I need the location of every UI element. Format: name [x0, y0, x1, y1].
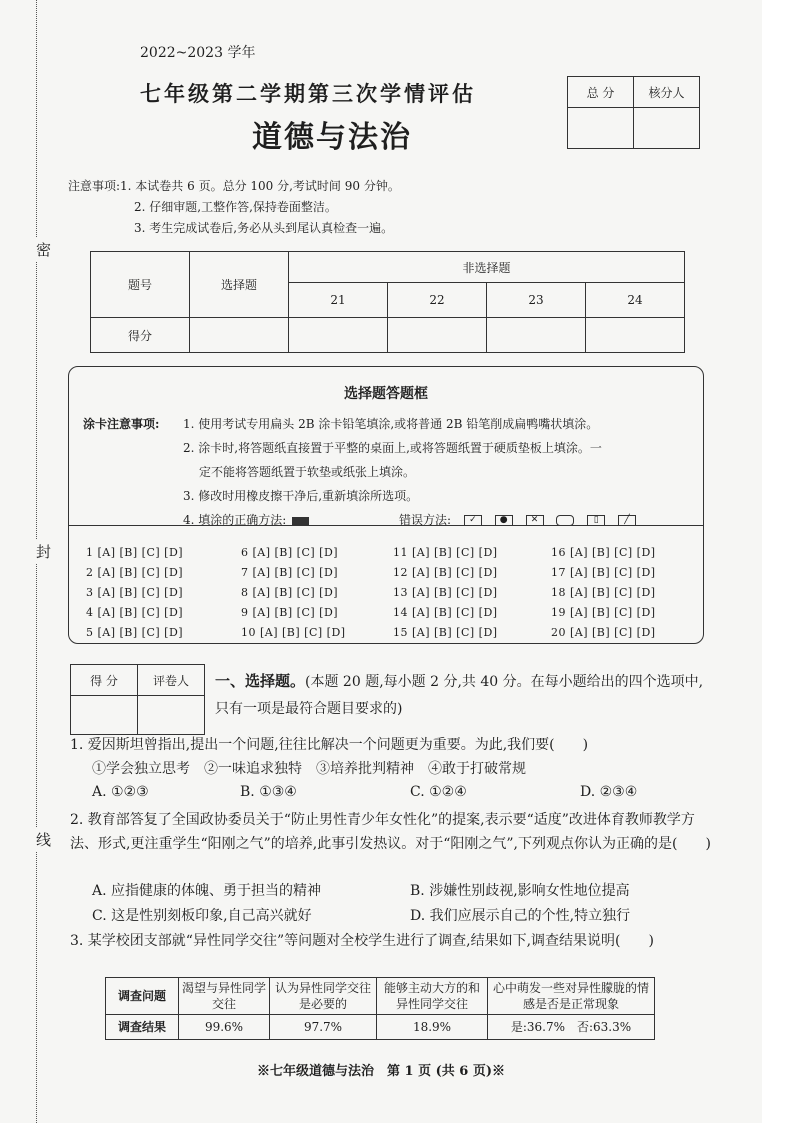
checker-cell[interactable] [634, 108, 700, 149]
card-note-2b: 定不能将答题纸置于软垫或纸张上填涂。 [199, 465, 416, 479]
page-footer: ※七年级道德与法治 第 1 页 (共 6 页)※ [256, 1064, 506, 1079]
score-cell-choice[interactable] [190, 318, 289, 353]
question-3-stem: 3. 某学校团支部就“异性同学交往”等问题对全校学生进行了调查,结果如下,调查结果说明( ) [70, 933, 654, 949]
answer-row[interactable]: 1 [A] [B] [C] [D] [86, 546, 184, 559]
section-title: 一、选择题。 [215, 672, 306, 690]
binding-char-xian: 线 [36, 828, 51, 851]
answer-row[interactable]: 10 [A] [B] [C] [D] [241, 626, 346, 639]
wrong-method-label: 错误方法: [399, 513, 452, 527]
score-table [90, 251, 685, 353]
score-table-q24: 24 [586, 283, 685, 318]
grader-score-cell[interactable] [71, 696, 138, 735]
subject-title: 道德与法治 [252, 120, 412, 155]
survey-result-3: 18.9% [377, 1015, 488, 1040]
score-table-score-label: 得分 [91, 318, 190, 353]
answer-box-divider [69, 525, 703, 526]
total-score-label: 总 分 [568, 77, 634, 108]
score-table-choice: 选择题 [190, 252, 289, 318]
q2-option-b[interactable]: B. 涉嫌性别歧视,影响女性地位提高 [410, 883, 630, 899]
answer-row[interactable]: 18 [A] [B] [C] [D] [551, 586, 656, 599]
notice-lead: 注意事项: [68, 179, 121, 193]
survey-header-1: 渴望与异性同学交往 [179, 978, 270, 1015]
survey-header-3: 能够主动大方的和异性同学交往 [377, 978, 488, 1015]
survey-result-1: 99.6% [179, 1015, 270, 1040]
cross-mark-icon: ✕ [526, 515, 544, 526]
answer-row[interactable]: 16 [A] [B] [C] [D] [551, 546, 656, 559]
grader-score-label: 得 分 [71, 665, 138, 696]
answer-row[interactable]: 20 [A] [B] [C] [D] [551, 626, 656, 639]
answer-row[interactable]: 5 [A] [B] [C] [D] [86, 626, 184, 639]
section-desc: (本题 20 题,每小题 2 分,共 40 分。在每小题给出的四个选项中,只有一项是最符合题目要求的) [215, 674, 704, 717]
q2-option-c[interactable]: C. 这是性别刻板印象,自己高兴就好 [92, 908, 312, 924]
score-cell-22[interactable] [388, 318, 487, 353]
score-table-qno: 题号 [91, 252, 190, 318]
score-cell-23[interactable] [487, 318, 586, 353]
survey-header-4: 心中萌发一些对异性朦胧的情感是否是正常现象 [488, 978, 655, 1015]
check-mark-icon: ✓ [464, 515, 482, 526]
partial-mark-icon: ▯ [587, 515, 605, 526]
answer-row[interactable]: 7 [A] [B] [C] [D] [241, 566, 339, 579]
score-cell-21[interactable] [289, 318, 388, 353]
answer-row[interactable]: 3 [A] [B] [C] [D] [86, 586, 184, 599]
question-2-stem: 2. 教育部答复了全国政协委员关于“防止男性青少年女性化”的提案,表示要“适度”改进体育教师教学方法、形式,更注重学生“阳刚之气”的培养,此事引发热议。对于“阳刚之气”,下列观点你认为正确的是( ) [70, 812, 711, 852]
survey-header-2: 认为异性同学交往是必要的 [270, 978, 377, 1015]
question-1-stem: 1. 爱因斯坦曾指出,提出一个问题,往往比解决一个问题更为重要。为此,我们要( ) [70, 737, 589, 753]
card-note-1: 1. 使用考试专用扁头 2B 涂卡铅笔填涂,或将普通 2B 铅笔削成扁鸭嘴状填涂。 [183, 417, 599, 431]
answer-row[interactable]: 19 [A] [B] [C] [D] [551, 606, 656, 619]
answer-row[interactable]: 12 [A] [B] [C] [D] [393, 566, 498, 579]
answer-row[interactable]: 15 [A] [B] [C] [D] [393, 626, 498, 639]
dot-mark-icon: ● [495, 515, 513, 526]
q2-option-a[interactable]: A. 应指健康的体魄、勇于担当的精神 [92, 883, 322, 899]
grader-name-cell[interactable] [138, 696, 205, 735]
card-notes-label: 涂卡注意事项: [83, 417, 160, 431]
school-year: 2022~2023 学年 [140, 45, 256, 61]
section-heading [215, 668, 710, 723]
answer-row[interactable]: 6 [A] [B] [C] [D] [241, 546, 339, 559]
notice-line-3: 3. 考生完成试卷后,务必从头到尾认真检查一遍。 [134, 221, 394, 235]
card-note-3: 3. 修改时用橡皮擦干净后,重新填涂所选项。 [183, 489, 419, 503]
grader-box [70, 664, 205, 735]
answer-row[interactable]: 17 [A] [B] [C] [D] [551, 566, 656, 579]
survey-result-label: 调查结果 [106, 1015, 179, 1040]
correct-method-label: 4. 填涂的正确方法: [183, 513, 287, 527]
checker-label: 核分人 [634, 77, 700, 108]
page-edge [762, 0, 794, 1123]
q1-option-a[interactable]: A. ①②③ [92, 784, 149, 800]
notice-line-2: 2. 仔细审题,工整作答,保持卷面整洁。 [134, 200, 337, 214]
answer-row[interactable]: 11 [A] [B] [C] [D] [393, 546, 498, 559]
survey-result-2: 97.7% [270, 1015, 377, 1040]
score-table-q21: 21 [289, 283, 388, 318]
slash-mark-icon: ╱ [618, 515, 636, 526]
q1-option-d[interactable]: D. ②③④ [580, 784, 638, 800]
binding-char-feng: 封 [36, 540, 51, 563]
total-score-cell[interactable] [568, 108, 634, 149]
binding-char-mi: 密 [36, 238, 51, 261]
filled-mark-icon [292, 517, 309, 525]
score-table-nonchoice: 非选择题 [289, 252, 685, 283]
exam-notice [68, 176, 400, 239]
q1-option-c[interactable]: C. ①②④ [410, 784, 467, 800]
survey-table [105, 977, 655, 1040]
q1-option-b[interactable]: B. ①③④ [240, 784, 297, 800]
answer-row[interactable]: 2 [A] [B] [C] [D] [86, 566, 184, 579]
answer-row[interactable]: 4 [A] [B] [C] [D] [86, 606, 184, 619]
score-table-q22: 22 [388, 283, 487, 318]
answer-row[interactable]: 9 [A] [B] [C] [D] [241, 606, 339, 619]
answer-row[interactable]: 13 [A] [B] [C] [D] [393, 586, 498, 599]
survey-header-question: 调查问题 [106, 978, 179, 1015]
total-score-box [567, 76, 700, 149]
answer-box-title: 选择题答题框 [344, 386, 428, 402]
answer-row[interactable]: 14 [A] [B] [C] [D] [393, 606, 498, 619]
answer-box [68, 366, 704, 644]
score-cell-24[interactable] [586, 318, 685, 353]
grader-label: 评卷人 [138, 665, 205, 696]
score-table-q23: 23 [487, 283, 586, 318]
card-note-2a: 2. 涂卡时,将答题纸直接置于平整的桌面上,或将答题纸置于硬质垫板上填涂。一 [183, 441, 602, 455]
exam-title: 七年级第二学期第三次学情评估 [140, 81, 476, 106]
survey-result-4: 是:36.7% 否:63.3% [488, 1015, 655, 1040]
question-1-items: ①学会独立思考 ②一味追求独特 ③培养批判精神 ④敢于打破常规 [92, 761, 526, 777]
answer-row[interactable]: 8 [A] [B] [C] [D] [241, 586, 339, 599]
notice-line-1: 1. 本试卷共 6 页。总分 100 分,考试时间 90 分钟。 [120, 179, 400, 193]
q2-option-d[interactable]: D. 我们应展示自己的个性,特立独行 [410, 908, 631, 924]
